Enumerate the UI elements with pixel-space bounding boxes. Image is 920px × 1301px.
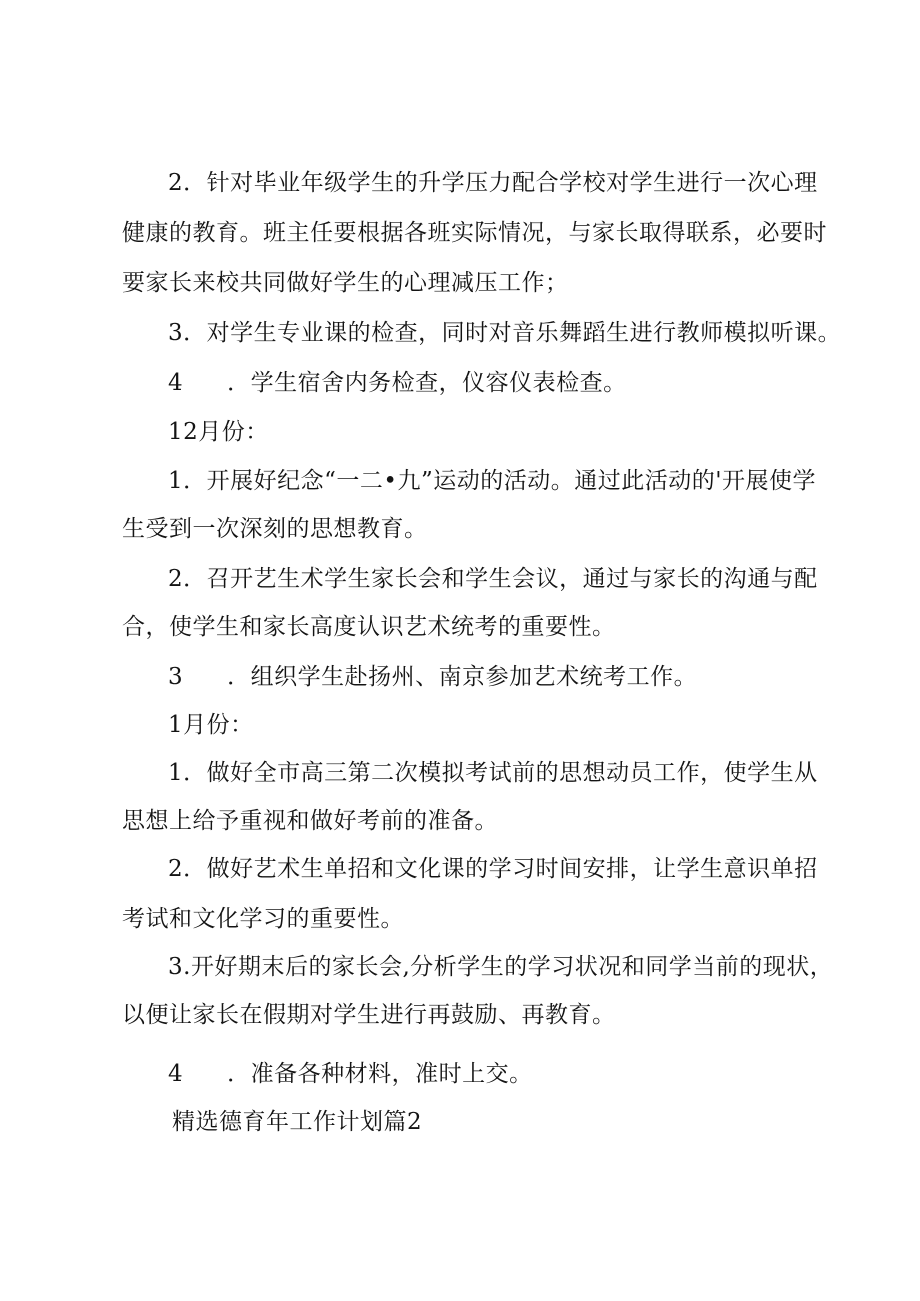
paragraph-line: 合，使学生和家长高度认识艺术统考的重要性。 <box>122 614 616 640</box>
paragraph-line: 1．做好全市高三第二次模拟考试前的思想动员工作，使学生从 <box>168 760 818 786</box>
item-number: 4 <box>168 1061 184 1087</box>
paragraph-line: 以便让家长在假期对学生进行再鼓励、再教育。 <box>122 1002 616 1028</box>
item-text: ．准备各种材料，准时上交。 <box>227 1061 533 1087</box>
paragraph-line: 3．对学生专业课的检查，同时对音乐舞蹈生进行教师模拟听课。 <box>168 320 842 346</box>
paragraph-line: 2．针对毕业年级学生的升学压力配合学校对学生进行一次心理 <box>168 170 818 196</box>
paragraph-line: 健康的教育。班主任要根据各班实际情况，与家长取得联系，必要时 <box>122 220 827 246</box>
paragraph-line: 要家长来校共同做好学生的心理减压工作； <box>122 270 569 296</box>
section-heading: 12月份： <box>168 419 269 445</box>
item-text: ．学生宿舍内务检查，仪容仪表检查。 <box>227 370 627 396</box>
paragraph-line: 3.开好期末后的家长会,分析学生的学习状况和同学当前的现状， <box>168 954 834 980</box>
item-number: 3 <box>168 664 184 690</box>
paragraph-line: 考试和文化学习的重要性。 <box>122 906 404 932</box>
numbered-line <box>168 1059 533 1089</box>
paragraph-line: 2．召开艺生术学生家长会和学生会议，通过与家长的沟通与配 <box>168 566 818 592</box>
section-title: 精选德育年工作计划篇2 <box>172 1109 423 1135</box>
item-number: 4 <box>168 370 184 396</box>
numbered-line <box>168 662 697 692</box>
paragraph-line: 1．开展好纪念“一二•九”运动的活动。通过此活动的'开展使学 <box>168 468 817 494</box>
paragraph-line: 2．做好艺术生单招和文化课的学习时间安排，让学生意识单招 <box>168 856 818 882</box>
item-text: ．组织学生赴扬州、南京参加艺术统考工作。 <box>227 664 698 690</box>
paragraph-line: 思想上给予重视和做好考前的准备。 <box>122 808 498 834</box>
section-heading: 1月份： <box>168 712 254 738</box>
paragraph-line: 生受到一次深刻的思想教育。 <box>122 516 428 542</box>
numbered-line <box>168 368 627 398</box>
